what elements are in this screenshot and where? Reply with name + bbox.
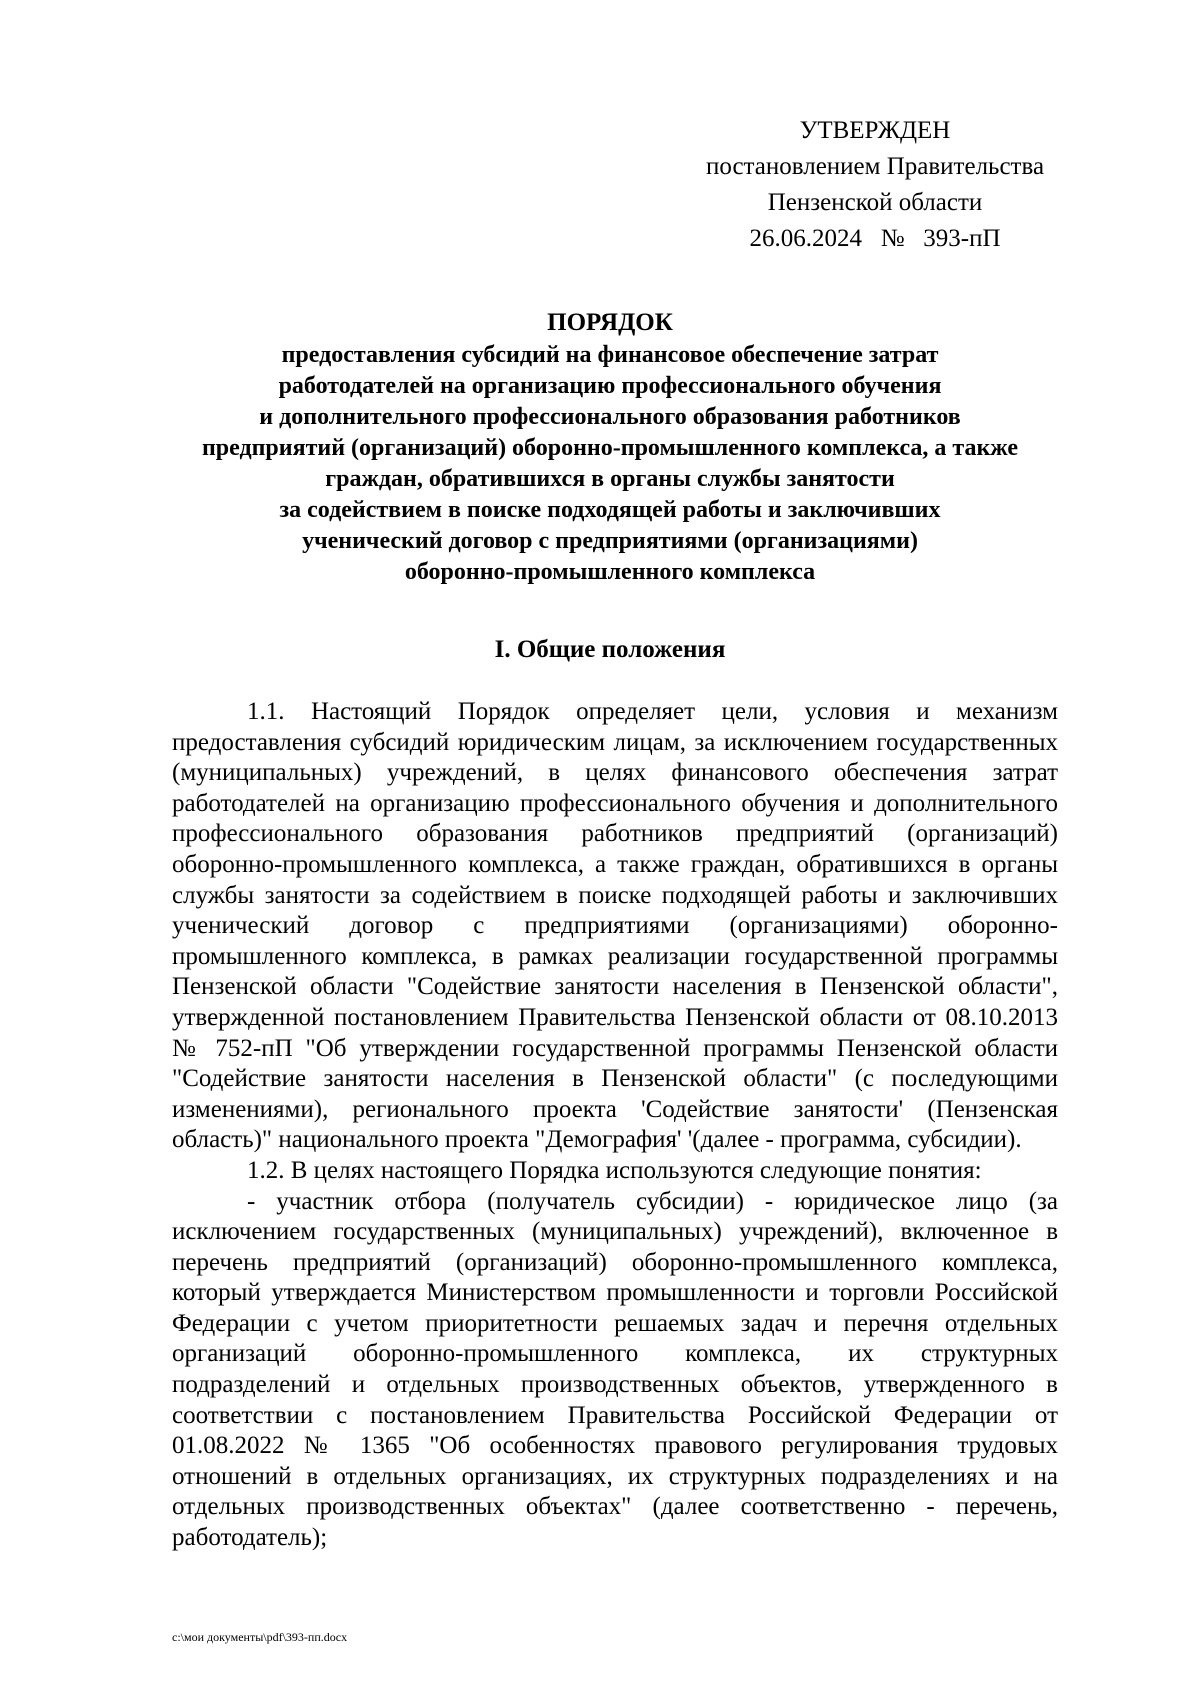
approval-status: УТВЕРЖДЕН bbox=[799, 117, 951, 144]
approval-stamp bbox=[700, 113, 1050, 257]
title-heading: ПОРЯДОК bbox=[547, 309, 673, 336]
title-line: за содействием в поиске подходящей работы и заключивших bbox=[279, 497, 941, 523]
title-line: ученический договор с предприятиями (организациями) bbox=[302, 528, 918, 554]
title-line: и дополнительного профессионального образования работников bbox=[259, 404, 961, 430]
title-line: оборонно-промышленного комплекса bbox=[404, 559, 816, 585]
document-body bbox=[172, 697, 1058, 1554]
section-heading: I. Общие положения bbox=[494, 636, 726, 663]
paragraph-1-2: 1.2. В целях настоящего Порядка используются следующие понятия: bbox=[247, 1156, 982, 1184]
footer-file-path: c:\мои документы\pdf\393-пп.docx bbox=[172, 1630, 348, 1644]
title-line: предоставления субсидий на финансовое обеспечение затрат bbox=[281, 342, 939, 368]
title-line: граждан, обратившихся в органы службы занятости bbox=[325, 466, 895, 492]
approval-region: Пензенской области bbox=[767, 189, 983, 216]
paragraph-1-1: 1.1. Настоящий Порядок определяет цели, условия и механизм предоставления субсидий юридическим лицам, за исключением государственных (муниципальных) учреждений, в целях финансового обеспечения затрат работодателей на организацию профессионального обучения и дополнительного профессионального образования работников предприятий (организаций) оборонно-промышленного комплекса, а также граждан, обратившихся в органы службы занятости за содействием в поиске подходящей работы и заключивших ученический договор с предприятиями (организациями) оборонно-промышленного комплекса, в рамках реализации государственной программы Пензенской области "Содействие занятости населения в Пензенской области", утвержденной постановлением Правительства Пензенской области от 08.10.2013 № 752-пП "Об утверждении государственной программы Пензенской области "Содействие занятости населения в Пензенской области" (с последующими изменениями), регионального проекта 'Содействие занятости' (Пензенская область)" национального проекта "Демография' '(далее - программа, субсидии). bbox=[172, 698, 1058, 1154]
document-title bbox=[160, 307, 1060, 588]
title-line: работодателей на организацию профессионального обучения bbox=[278, 373, 942, 399]
paragraph-definition: - участник отбора (получатель субсидии) - юридическое лицо (за исключением государственных (муниципальных) учреждений), включенное в перечень предприятий (организаций) оборонно-промышленного комплекса, который утверждается Министерством промышленности и торговли Российской Федерации с учетом приоритетности решаемых задач и перечня отдельных организаций оборонно-промышленного комплекса, их структурных подразделений и отдельных производственных объектов, утвержденного в соответствии с постановлением Правительства Российской Федерации от 01.08.2022 № 1365 "Об особенностях правового регулирования трудовых отношений в отдельных организациях, их структурных подразделениях и на отдельных производственных объектах" (далее соответственно - перечень, работодатель); bbox=[172, 1187, 1058, 1552]
title-line: предприятий (организаций) оборонно-промышленного комплекса, а также bbox=[201, 435, 1019, 461]
approval-authority: постановлением Правительства bbox=[705, 153, 1045, 180]
approval-date-number: 26.06.2024 № 393-пП bbox=[749, 225, 1001, 252]
